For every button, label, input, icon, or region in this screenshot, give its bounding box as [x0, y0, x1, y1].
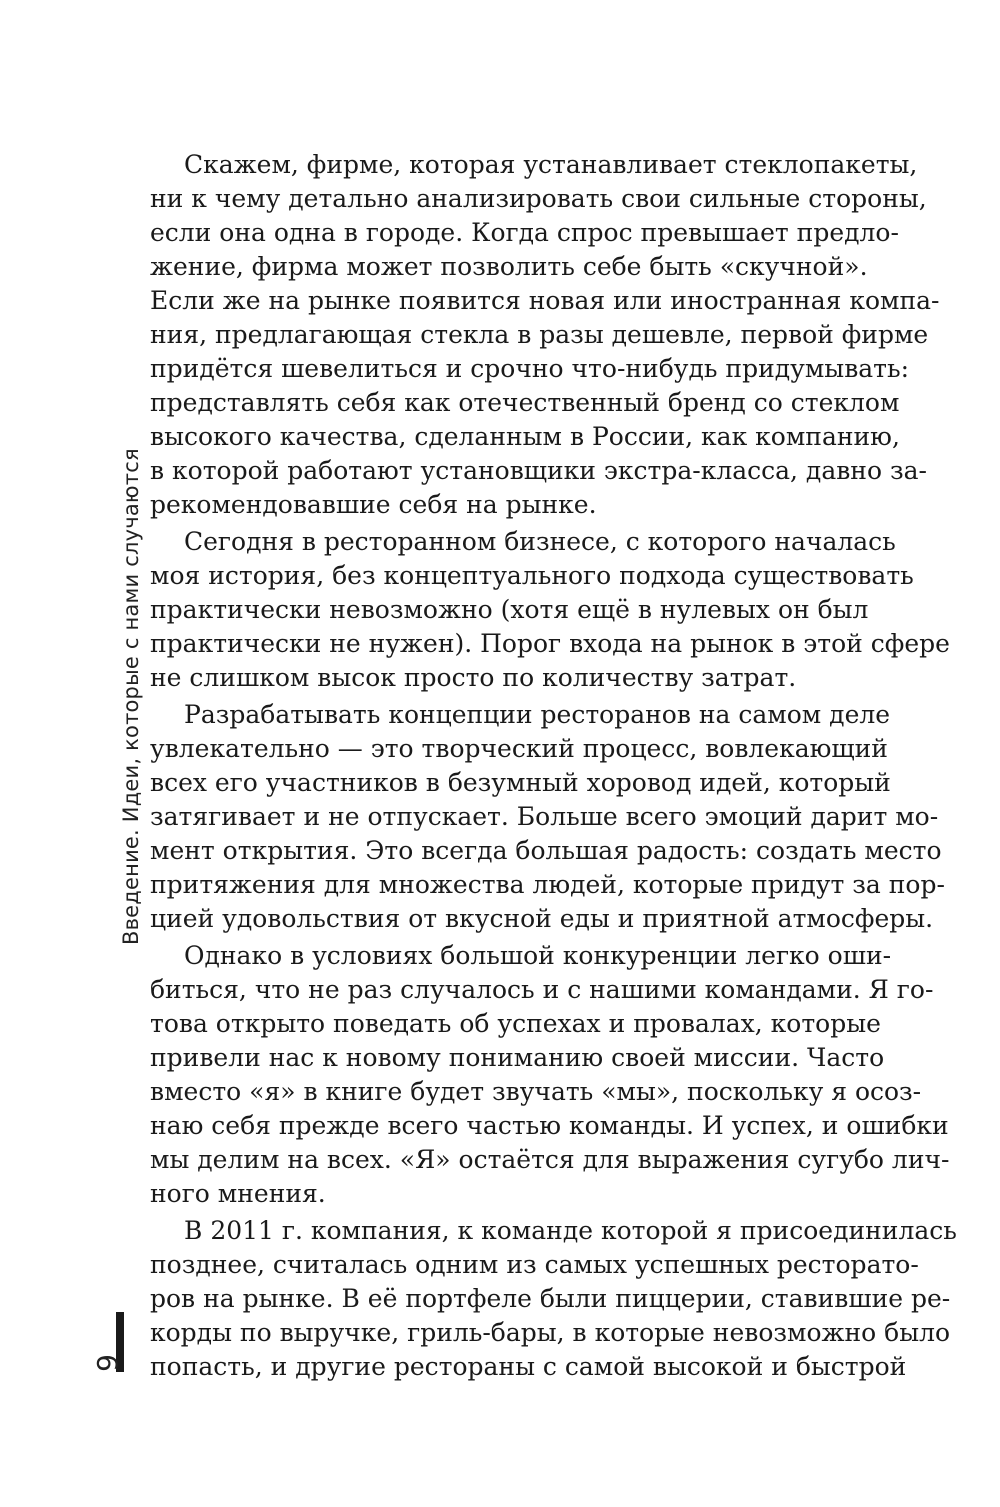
text-line: ния, предлагающая стекла в разы дешевле, первой фирме — [150, 320, 929, 349]
paragraph — [150, 525, 950, 695]
text-line: мент открытия. Это всегда большая радость: создать место — [150, 836, 942, 865]
text-line: притяжения для множества людей, которые придут за пор- — [150, 870, 945, 899]
text-line: моя история, без концептуального подхода существовать — [150, 561, 914, 590]
text-line: ного мнения. — [150, 1179, 326, 1208]
text-line: Однако в условиях большой конкуренции легко оши- — [184, 941, 892, 970]
text-line: представлять себя как отечественный бренд со стеклом — [150, 388, 900, 417]
text-line: всех его участников в безумный хоровод идей, который — [150, 768, 891, 797]
text-line: увлекательно — это творческий процесс, вовлекающий — [150, 734, 888, 763]
body-text — [150, 148, 957, 1384]
text-line: В 2011 г. компания, к команде которой я присоединилась — [184, 1216, 957, 1245]
text-line: Скажем, фирме, которая устанавливает стеклопакеты, — [184, 150, 918, 179]
text-line: практически не нужен). Порог входа на рынок в этой сфере — [150, 629, 950, 658]
text-line: позднее, считалась одним из самых успешных ресторато- — [150, 1250, 919, 1279]
text-line: не слишком высок просто по количеству затрат. — [150, 663, 797, 692]
text-line: ни к чему детально анализировать свои сильные стороны, — [150, 184, 927, 213]
text-line: цией удовольствия от вкусной еды и приятной атмосферы. — [150, 904, 934, 933]
text-line: мы делим на всех. «Я» остаётся для выражения сугубо лич- — [150, 1145, 950, 1174]
paragraph — [150, 939, 950, 1211]
text-line: рекомендовавшие себя на рынке. — [150, 490, 597, 519]
text-line: придётся шевелиться и срочно что-нибудь придумывать: — [150, 354, 910, 383]
text-line: в которой работают установщики экстра-класса, давно за- — [150, 456, 927, 485]
text-line: Разрабатывать концепции ресторанов на самом деле — [184, 700, 891, 729]
page-number: 9 — [90, 1354, 124, 1372]
text-line: това открыто поведать об успехах и провалах, которые — [150, 1009, 881, 1038]
text-line: вместо «я» в книге будет звучать «мы», поскольку я осоз- — [150, 1077, 922, 1106]
text-line: жение, фирма может позволить себе быть «скучной». — [150, 252, 868, 281]
paragraph — [150, 1214, 957, 1384]
text-line: корды по выручке, гриль-бары, в которые невозможно было — [150, 1318, 951, 1347]
text-line: если она одна в городе. Когда спрос превышает предло- — [150, 218, 899, 247]
running-head: Введение. Идеи, которые с нами случаются — [119, 448, 143, 945]
text-line: практически невозможно (хотя ещё в нулевых он был — [150, 595, 869, 624]
text-line: Если же на рынке появится новая или иностранная компа- — [150, 286, 940, 315]
text-line: высокого качества, сделанным в России, как компанию, — [150, 422, 900, 451]
text-line: наю себя прежде всего частью команды. И успех, и ошибки — [150, 1111, 949, 1140]
paragraph — [150, 148, 940, 522]
text-line: Сегодня в ресторанном бизнесе, с которого началась — [184, 527, 896, 556]
text-line: ров на рынке. В её портфеле были пиццерии, ставившие ре- — [150, 1284, 951, 1313]
paragraph — [150, 698, 945, 936]
text-line: затягивает и не отпускает. Больше всего эмоций дарит мо- — [150, 802, 939, 831]
text-line: привели нас к новому пониманию своей миссии. Часто — [150, 1043, 885, 1072]
text-line: биться, что не раз случалось и с нашими командами. Я го- — [150, 975, 934, 1004]
text-line: попасть, и другие рестораны с самой высокой и быстрой — [150, 1352, 907, 1381]
